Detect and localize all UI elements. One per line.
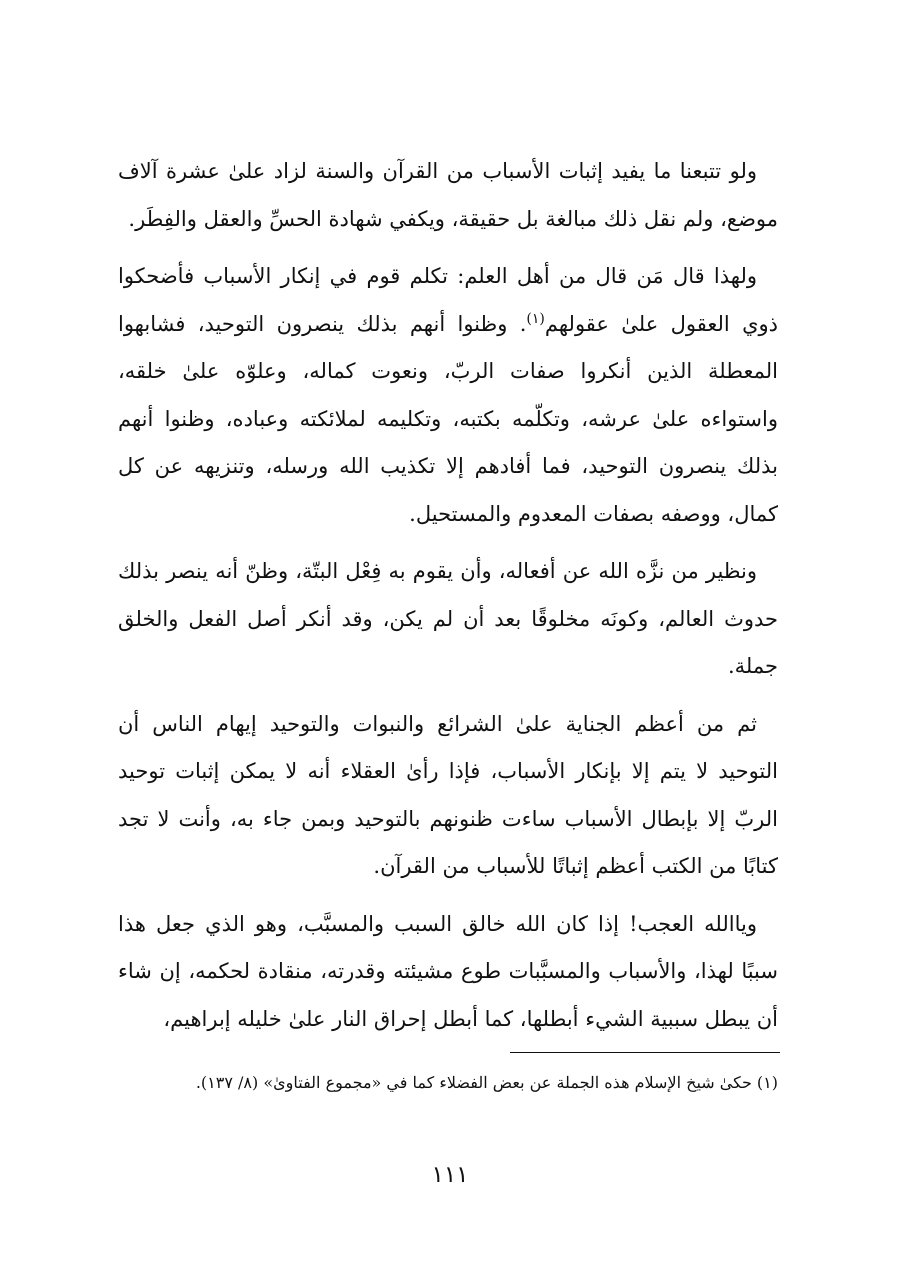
paragraph-2: [118, 253, 778, 538]
footnote-marker: (١): [526, 310, 545, 327]
footnote-divider: [510, 1052, 780, 1053]
paragraph-4: ثم من أعظم الجناية علىٰ الشرائع والنبوات والتوحيد إيهام الناس أن التوحيد لا يتم إلا بإنكار الأسباب، فإذا رأىٰ العقلاء أنه لا يمكن إثبات توحيد الربّ إلا بإبطال الأسباب ساءت ظنونهم بالتوحيد وبمن جاء به، وأنت لا تجد كتابًا من الكتب أعظم إثباتًا للأسباب من القرآن.: [118, 711, 778, 878]
page-number: ١١١: [431, 1162, 469, 1188]
footnote: (١) حكىٰ شيخ الإسلام هذه الجملة عن بعض الفضلاء كما في «مجموع الفتاوىٰ» (٨/ ١٣٧).: [195, 1073, 778, 1092]
paragraph-5: وياالله العجب! إذا كان الله خالق السبب والمسبَّب، وهو الذي جعل هذا سببًا لهذا، والأسباب والمسبَّبات طوع مشيئته وقدرته، منقادة لحكمه، إن شاء أن يبطل سببية الشيء أبطلها، كما أبطل إحراق النار علىٰ خليله إبراهيم،: [118, 911, 778, 1031]
paragraph-2-continuation: وظنوا أنهم بذلك ينصرون التوحيد، فشابهوا المعطلة الذين أنكروا صفات الربّ، ونعوت كماله، وعلوّه علىٰ خلقه، واستواءه علىٰ عرشه، وتكلّمه بكتبه، وتكليمه لملائكته وعباده، وظنوا أنهم بذلك ينصرون التوحيد، فما أفادهم إلا تكذيب الله ورسله، وتنزيهه عن كل كمال، ووصفه بصفات المعدوم والمستحيل.: [118, 311, 778, 526]
main-text: [118, 148, 778, 1053]
paragraph-2-text: ولهذا قال مَن قال من أهل العلم: تكلم قوم في إنكار الأسباب فأضحكوا ذوي العقول علىٰ عقولهم: [118, 264, 779, 336]
paragraph-2-punct: .: [507, 311, 527, 336]
paragraph-1: ولو تتبعنا ما يفيد إثبات الأسباب من القرآن والسنة لزاد علىٰ عشرة آلاف موضع، ولم نقل ذلك مبالغة بل حقيقة، ويكفي شهادة الحسِّ والعقل والفِطَر.: [118, 159, 778, 231]
paragraph-3: ونظير من نزَّه الله عن أفعاله، وأن يقوم به فِعْل البتّة، وظنّ أنه ينصر بذلك حدوث العالم، وكونَه مخلوقًا بعد أن لم يكن، وقد أنكر أصل الفعل والخلق جملة.: [118, 559, 778, 678]
